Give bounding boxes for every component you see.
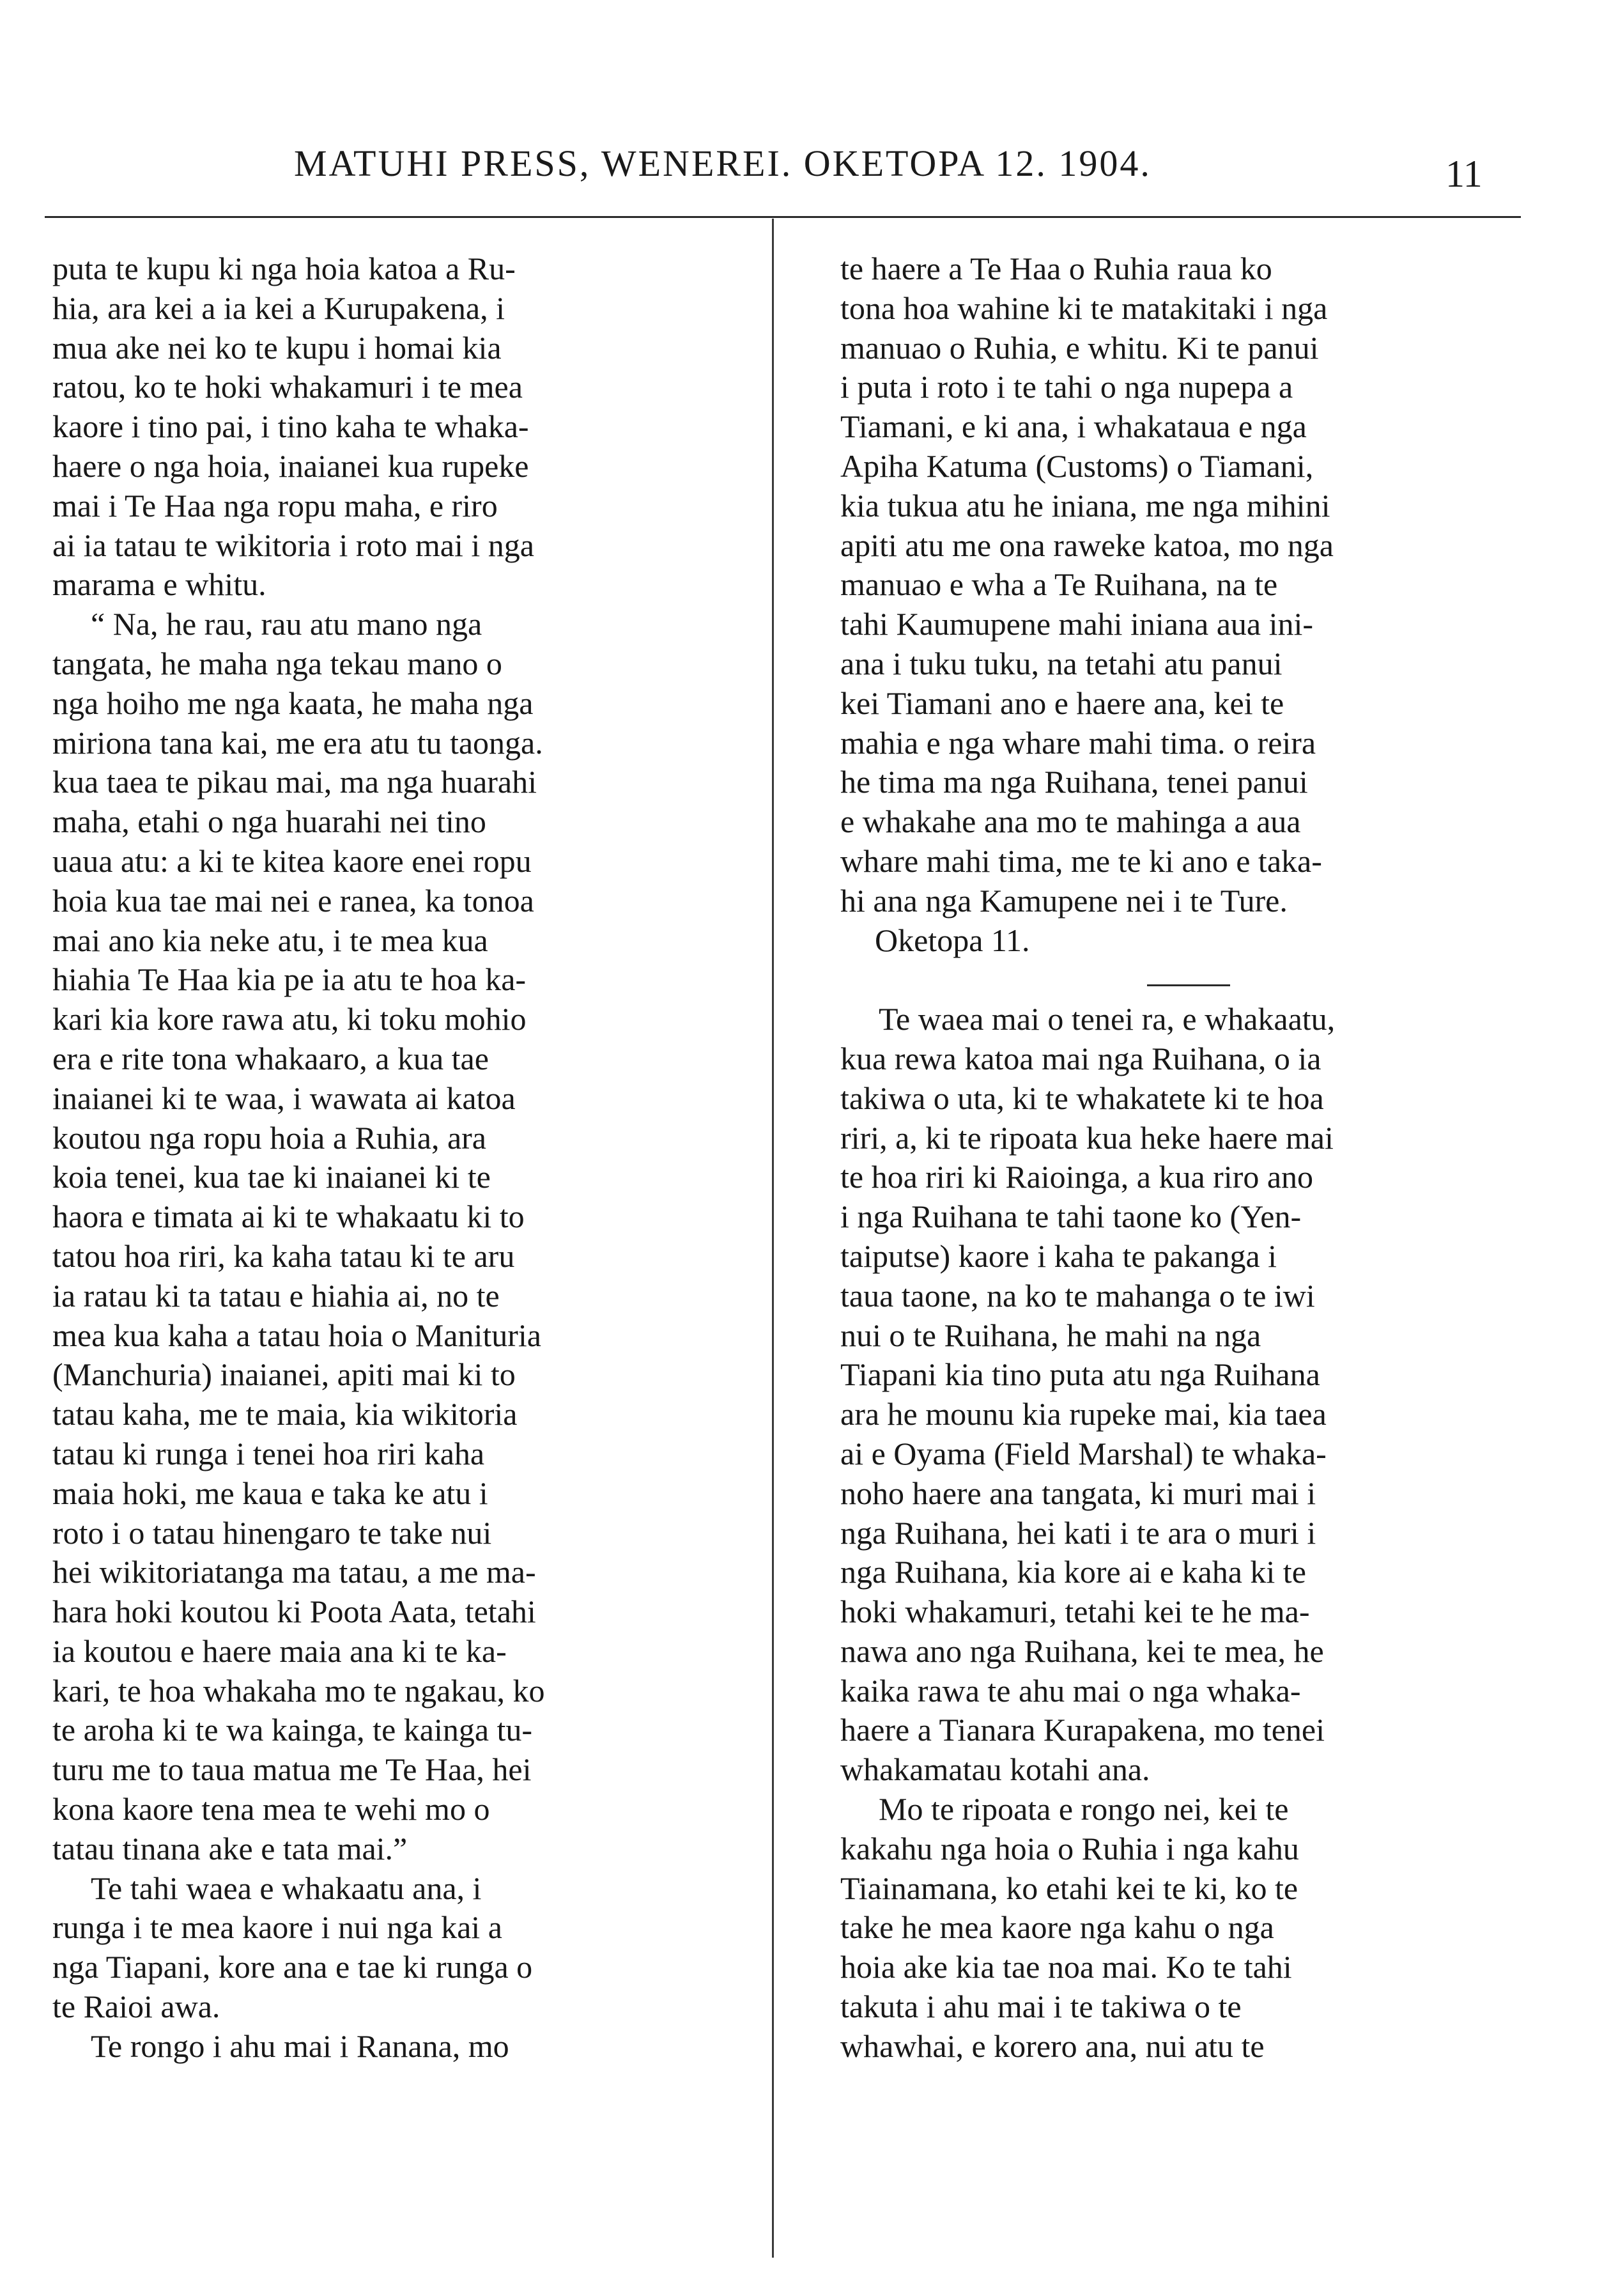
text-line: te Raioi awa. bbox=[52, 1989, 220, 2025]
text-line: hoki whakamuri, tetahi kei te he ma- bbox=[840, 1594, 1310, 1630]
text-line: era e rite tona whakaaro, a kua tae bbox=[52, 1040, 489, 1076]
text-line: kari kia kore rawa atu, ki toku mohio bbox=[52, 1001, 527, 1037]
text-line: kakahu nga hoia o Ruhia i nga kahu bbox=[840, 1830, 1299, 1866]
text-line: takiwa o uta, ki te whakatete ki te hoa bbox=[840, 1080, 1324, 1116]
text-line: taiputse) kaore i kaha te pakanga i bbox=[840, 1237, 1277, 1274]
text-line: nga Tiapani, kore ana e tae ki runga o bbox=[52, 1949, 533, 1985]
text-line: whawhai, e korero ana, nui atu te bbox=[840, 2028, 1265, 2064]
text-line: hia, ara kei a ia kei a Kurupakena, i bbox=[52, 290, 505, 326]
text-line: ai e Oyama (Field Marshal) te whaka- bbox=[840, 1435, 1327, 1471]
text-line: nga Ruihana, kia kore ai e kaha ki te bbox=[840, 1554, 1306, 1590]
text-line: haora e timata ai ki te whakaatu ki to bbox=[52, 1198, 525, 1235]
column-divider bbox=[772, 219, 774, 2258]
text-line: Tiainamana, ko etahi kei te ki, ko te bbox=[840, 1870, 1298, 1906]
text-line: (Manchuria) inaianei, apiti mai ki to bbox=[52, 1356, 516, 1393]
text-line: kari, te hoa whakaha mo te ngakau, ko bbox=[52, 1672, 545, 1709]
text-line: tangata, he maha nga tekau mano o bbox=[52, 645, 502, 681]
text-line: mai i Te Haa nga ropu maha, e riro bbox=[52, 487, 498, 524]
text-line: manuao e wha a Te Ruihana, na te bbox=[840, 566, 1278, 603]
text-line: tatau kaha, me te maia, kia wikitoria bbox=[52, 1396, 518, 1432]
text-line: whare mahi tima, me te ki ano e taka- bbox=[840, 842, 1322, 879]
text-line: nui o te Ruihana, he mahi na nga bbox=[840, 1317, 1261, 1353]
text-line: runga i te mea kaore i nui nga kai a bbox=[52, 1909, 502, 1946]
text-line: riri, a, ki te ripoata kua heke haere mai bbox=[840, 1119, 1334, 1156]
text-line: i nga Ruihana te tahi taone ko (Yen- bbox=[840, 1198, 1302, 1235]
text-line: mua ake nei ko te kupu i homai kia bbox=[52, 329, 502, 366]
text-line: roto i o tatau hinengaro te take nui bbox=[52, 1514, 492, 1551]
text-line: inaianei ki te waa, i wawata ai katoa bbox=[52, 1080, 516, 1116]
text-line: Te tahi waea e whakaatu ana, i bbox=[91, 1870, 482, 1906]
text-line: tatou hoa riri, ka kaha tatau ki te aru bbox=[52, 1237, 515, 1274]
text-line: nga Ruihana, hei kati i te ara o muri i bbox=[840, 1514, 1316, 1551]
text-line: maha, etahi o nga huarahi nei tino bbox=[52, 803, 486, 840]
text-line: mai ano kia neke atu, i te mea kua bbox=[52, 922, 488, 958]
text-line: turu me to taua matua me Te Haa, hei bbox=[52, 1751, 532, 1788]
text-line: tona hoa wahine ki te matakitaki i nga bbox=[840, 290, 1328, 326]
text-line: marama e whitu. bbox=[52, 566, 266, 603]
text-line: mea kua kaha a tatau hoia o Manituria bbox=[52, 1317, 541, 1353]
text-line: ana i tuku tuku, na tetahi atu panui bbox=[840, 645, 1283, 681]
text-line: takuta i ahu mai i te takiwa o te bbox=[840, 1989, 1242, 2025]
text-line: haere o nga hoia, inaianei kua rupeke bbox=[52, 447, 529, 484]
text-line: nga hoiho me nga kaata, he maha nga bbox=[52, 685, 534, 721]
text-line: kua taea te pikau mai, ma nga huarahi bbox=[52, 764, 537, 800]
text-line: hiahia Te Haa kia pe ia atu te hoa ka- bbox=[52, 961, 527, 998]
text-line: “ Na, he rau, rau atu mano nga bbox=[91, 606, 482, 642]
text-line: maia hoki, me kaua e taka ke atu i bbox=[52, 1475, 488, 1511]
text-line: manuao o Ruhia, e whitu. Ki te panui bbox=[840, 329, 1319, 366]
text-line: apiti atu me ona raweke katoa, mo nga bbox=[840, 527, 1334, 563]
text-line: he tima ma nga Ruihana, tenei panui bbox=[840, 764, 1308, 800]
text-line: kia tukua atu he iniana, me nga mihini bbox=[840, 487, 1330, 524]
text-line: noho haere ana tangata, ki muri mai i bbox=[840, 1475, 1316, 1511]
text-line: miriona tana kai, me era atu tu taonga. bbox=[52, 724, 543, 761]
text-line: i puta i roto i te tahi o nga nupepa a bbox=[840, 369, 1293, 405]
text-line: te haere a Te Haa o Ruhia raua ko bbox=[840, 251, 1272, 286]
text-line: koia tenei, kua tae ki inaianei ki te bbox=[52, 1159, 491, 1195]
text-line: kaore i tino pai, i tino kaha te whaka- bbox=[52, 408, 529, 445]
text-line: tatau ki runga i tenei hoa riri kaha bbox=[52, 1435, 485, 1471]
text-line: Te rongo i ahu mai i Ranana, mo bbox=[91, 2028, 509, 2064]
text-line: kona kaore tena mea te wehi mo o bbox=[52, 1791, 490, 1827]
text-line: uaua atu: a ki te kitea kaore enei ropu bbox=[52, 842, 532, 879]
text-line: hoia ake kia tae noa mai. Ko te tahi bbox=[840, 1949, 1292, 1985]
text-line: tahi Kaumupene mahi iniana aua ini- bbox=[840, 606, 1314, 642]
text-line: hei wikitoriatanga ma tatau, a me ma- bbox=[52, 1554, 536, 1590]
text-line: hi ana nga Kamupene nei i te Ture. bbox=[840, 882, 1288, 919]
left-column bbox=[52, 249, 720, 2067]
text-line: kei Tiamani ano e haere ana, kei te bbox=[840, 685, 1284, 721]
right-column bbox=[840, 249, 1502, 2067]
text-line: haere a Tianara Kurapakena, mo tenei bbox=[840, 1712, 1325, 1748]
text-line: mahia e nga whare mahi tima. o reira bbox=[840, 724, 1316, 761]
text-line: kaika rawa te ahu mai o nga whaka- bbox=[840, 1672, 1301, 1709]
header-rule bbox=[45, 216, 1521, 218]
text-line: ara he mounu kia rupeke mai, kia taea bbox=[840, 1396, 1327, 1432]
page-number: 11 bbox=[1445, 153, 1483, 195]
text-line: Oketopa 11. bbox=[875, 922, 1030, 958]
section-separator bbox=[840, 960, 1502, 1000]
text-line: puta te kupu ki nga hoia katoa a Ru- bbox=[52, 251, 516, 286]
text-line: ia koutou e haere maia ana ki te ka- bbox=[52, 1633, 507, 1669]
text-line: kua rewa katoa mai nga Ruihana, o ia bbox=[840, 1040, 1321, 1076]
text-line: te aroha ki te wa kainga, te kainga tu- bbox=[52, 1712, 533, 1748]
text-line: Mo te ripoata e rongo nei, kei te bbox=[879, 1791, 1289, 1827]
page-header-title: MATUHI PRESS, WENEREI. OKETOPA 12. 1904. bbox=[294, 143, 1152, 184]
text-line: e whakahe ana mo te mahinga a aua bbox=[840, 803, 1301, 840]
text-line: te hoa riri ki Raioinga, a kua riro ano bbox=[840, 1159, 1314, 1195]
text-line: ai ia tatau te wikitoria i roto mai i nga bbox=[52, 527, 534, 563]
text-line: hara hoki koutou ki Poota Aata, tetahi bbox=[52, 1594, 536, 1630]
text-line: whakamatau kotahi ana. bbox=[840, 1751, 1150, 1788]
text-line: Tiamani, e ki ana, i whakataua e nga bbox=[840, 408, 1307, 445]
text-line: Tiapani kia tino puta atu nga Ruihana bbox=[840, 1356, 1320, 1393]
text-line: Apiha Katuma (Customs) o Tiamani, bbox=[840, 447, 1314, 484]
text-line: tatau tinana ake e tata mai.” bbox=[52, 1830, 408, 1866]
text-line: nawa ano nga Ruihana, kei te mea, he bbox=[840, 1633, 1324, 1669]
text-line: ratou, ko te hoki whakamuri i te mea bbox=[52, 369, 523, 405]
text-line: hoia kua tae mai nei e ranea, ka tonoa bbox=[52, 882, 534, 919]
text-line: taua taone, na ko te mahanga o te iwi bbox=[840, 1277, 1315, 1314]
text-line: ia ratau ki ta tatau e hiahia ai, no te bbox=[52, 1277, 500, 1314]
text-line: take he mea kaore nga kahu o nga bbox=[840, 1909, 1274, 1946]
text-line: Te waea mai o tenei ra, e whakaatu, bbox=[879, 1001, 1336, 1037]
text-line: koutou nga ropu hoia a Ruhia, ara bbox=[52, 1119, 486, 1156]
